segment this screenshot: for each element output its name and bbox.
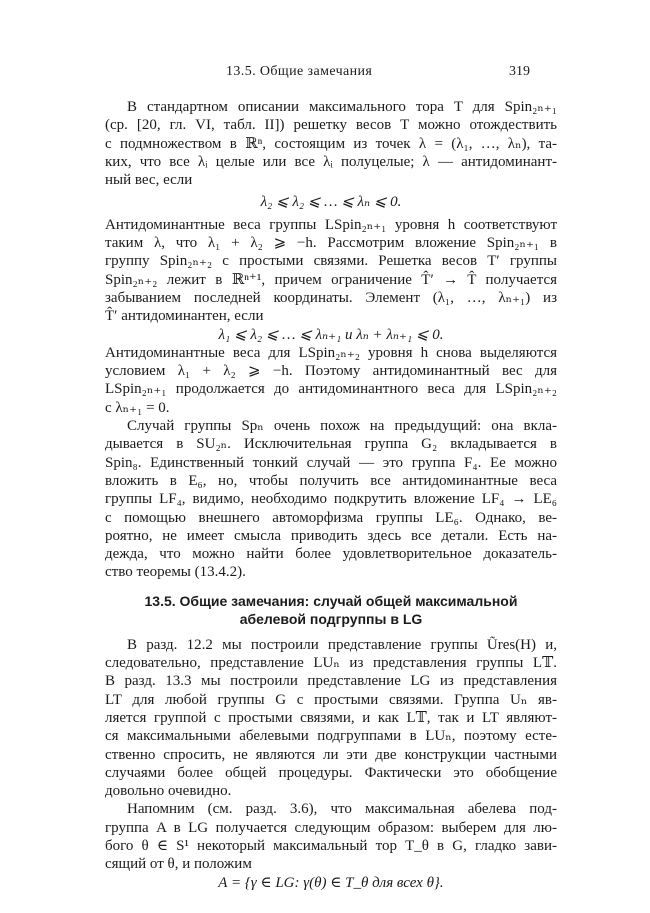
- section-heading-line: 13.5. Общие замечания: случай общей максимальной: [144, 592, 518, 609]
- text-line: Антидоминантные веса группы LSpin₂ₙ₊₁ уровня h соответствуют: [105, 216, 557, 233]
- text-line: довольно очевидно.: [105, 783, 232, 800]
- paragraph-other-groups: [105, 417, 557, 582]
- text-line: ких, что все λᵢ целые или все λᵢ полуцелые; λ — антидоминант-: [105, 153, 557, 170]
- text-line: дежда, что можно найти более удовлетворительное доказатель-: [105, 546, 557, 563]
- text-line: Напомним (см. разд. 3.6), что максимальная абелева под-: [127, 801, 557, 818]
- section-heading: [105, 592, 557, 628]
- text-line: В разд. 12.2 мы построили представление группы Ũres(H) и,: [127, 636, 557, 653]
- page-body: [105, 98, 557, 892]
- text-line: группу Spin₂ₙ₊₂ с простыми связями. Решетка весов T′ группы: [105, 253, 557, 270]
- text-line: Случай группы Spₙ очень похож на предыдущий: она вкла-: [127, 418, 557, 435]
- text-line: LT для любой группы G с простыми связями. Группа Uₙ яв-: [105, 691, 557, 708]
- text-line: Антидоминантные веса для LSpin₂ₙ₊₂ уровня h снова выделяются: [105, 344, 557, 361]
- text-line: ся максимальными абелевыми подгруппами в LUₙ, поэтому есте-: [105, 728, 557, 745]
- formula-antidominant-extended: λ₁ ⩽ λ₂ ⩽ … ⩽ λₙ₊₁ и λₙ + λₙ₊₁ ⩽ 0.: [218, 326, 444, 343]
- text-line: ство теоремы (13.4.2).: [105, 564, 246, 581]
- paragraph-antidominant-level: [105, 344, 557, 417]
- text-line: условием λ₁ + λ₂ ⩾ −h. Поэтому антидоминантный вес для: [105, 363, 557, 380]
- text-line: дывается в SU₂ₙ. Исключительная группа G₂ вкладывается в: [105, 436, 557, 453]
- paragraph-weights-description: [105, 98, 557, 189]
- text-line: забыванием последней координаты. Элемент (λ₁, …, λₙ₊₁) из: [105, 289, 557, 306]
- text-line: группа A в LG получается следующим образом: выберем для лю-: [105, 819, 557, 836]
- text-line: ный вес, если: [105, 172, 193, 189]
- text-line: В стандартном описании максимального тора T для Spin₂ₙ₊₁: [127, 99, 557, 115]
- text-line: (ср. [20, гл. VI, табл. II]) решетку весов T можно отождествить: [105, 117, 557, 134]
- text-line: В разд. 13.3 мы построили представление LG из представления: [105, 673, 557, 690]
- text-line: T̂′ антидоминантен, если: [105, 308, 264, 325]
- text-line: ственно спросить, не являются ли эти две конструкции частными: [105, 746, 557, 763]
- text-line: LSpin₂ₙ₊₁ продолжается до антидоминантного веса для LSpin₂ₙ₊₂: [105, 381, 557, 398]
- text-line: сящий от θ, и положим: [105, 856, 252, 873]
- paragraph-general-construction: [105, 636, 557, 801]
- text-line: бого θ ∈ S¹ некоторый максимальный тор T_θ в G, гладко зави-: [105, 837, 557, 854]
- paragraph-spin-embedding: [105, 216, 557, 326]
- text-line: вложить в E₆, но, чтобы получить все антидоминантные веса: [105, 472, 557, 489]
- text-line: Spin₈. Единственный тонкий случай — это группа F₄. Ее можно: [105, 454, 557, 471]
- text-line: ляется группой с простыми связями, и как L𝕋, так и LT являют-: [105, 709, 557, 726]
- text-line: роятно, не имеет смысла приводить здесь все детали. Есть на-: [105, 527, 557, 544]
- text-line: следовательно, представление LUₙ из представления группы L𝕋.: [105, 655, 557, 672]
- text-line: с λₙ₊₁ = 0.: [105, 399, 170, 416]
- page-number: 319: [509, 64, 530, 79]
- page-header: [0, 64, 650, 86]
- text-line: с подмножеством в ℝⁿ, состоящим из точек λ = (λ₁, …, λₙ), та-: [105, 135, 557, 152]
- paragraph-maximal-abelian: [105, 800, 557, 873]
- formula-abelian-subgroup: A = {γ ∈ LG: γ(θ) ∈ T_θ для всех θ}.: [218, 874, 444, 891]
- text-line: случаями более общей процедуры. Фактически это обобщение: [105, 764, 557, 781]
- text-line: с помощью внешнего автоморфизма группы LE₆. Однако, ве-: [105, 509, 557, 526]
- text-line: Spin₂ₙ₊₂ лежит в ℝⁿ⁺¹, причем ограничение T̂′ → T̂ получается: [105, 271, 557, 288]
- formula-antidominant-condition: λ₂ ⩽ λ₂ ⩽ … ⩽ λₙ ⩽ 0.: [260, 194, 402, 211]
- text-line: таким λ, что λ₁ + λ₂ ⩾ −h. Рассмотрим вложение Spin₂ₙ₊₁ в: [105, 235, 557, 252]
- section-heading-line: абелевой подгруппы в LG: [239, 610, 423, 627]
- text-line: группы LF₄, видимо, необходимо подкрутить вложение LF₄ → LE₆: [105, 491, 557, 508]
- running-title: 13.5. Общие замечания: [226, 64, 373, 79]
